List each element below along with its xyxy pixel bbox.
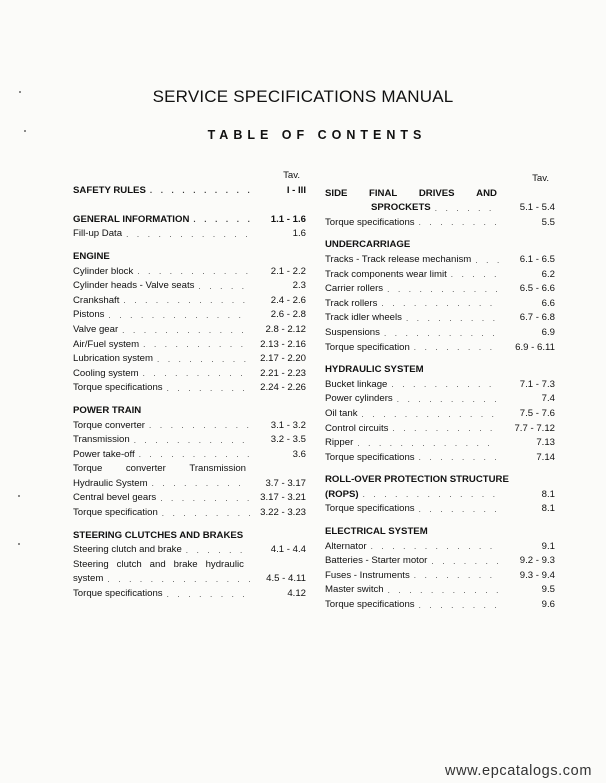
section-general-information[interactable] <box>73 213 306 228</box>
entry-label: Central bevel gears <box>73 492 157 504</box>
toc-entry[interactable] <box>73 491 306 506</box>
entry-label: Torque specification <box>73 507 158 519</box>
entry-page: 3.22 - 3.23 <box>260 507 306 519</box>
entry-word: Torque <box>73 463 103 475</box>
entry-page: 5.5 <box>541 216 555 228</box>
entry-page: 3.2 - 3.5 <box>270 434 306 446</box>
entry-page: 9.3 - 9.4 <box>519 569 555 581</box>
entry-page: 2.4 - 2.6 <box>270 294 306 306</box>
entry-page: 9.2 - 9.3 <box>519 555 555 567</box>
section-heading: POWER TRAIN <box>73 404 142 416</box>
entry-page: 7.14 <box>536 451 555 463</box>
entry-page: 7.4 <box>541 393 555 405</box>
entry-page: 3.1 - 3.2 <box>270 419 306 431</box>
entry-label: Batteries - Starter motor <box>325 555 428 567</box>
toc-entry-multiline[interactable] <box>73 462 306 477</box>
entry-label: Steering clutch and brake <box>73 544 182 556</box>
toc-entry[interactable] <box>325 378 555 393</box>
toc-entry[interactable] <box>325 598 555 613</box>
entry-label: Pistons <box>73 309 105 321</box>
entry-page: 6.5 - 6.6 <box>519 283 555 295</box>
section-rops: ROLL-OVER PROTECTION STRUCTURE <box>325 474 509 486</box>
entry-label: Suspensions <box>325 326 380 338</box>
entry-label: SAFETY RULES <box>73 184 146 196</box>
entry-page: 1.6 <box>292 228 306 240</box>
toc-entry[interactable] <box>325 216 555 231</box>
entry-word: Transmission <box>189 463 246 475</box>
section-heading: SPROCKETS <box>371 202 431 214</box>
section-steering-clutches-brakes <box>73 529 306 544</box>
scan-speck <box>18 495 20 497</box>
toc-entry[interactable] <box>325 392 555 407</box>
section-hydraulic-system <box>325 363 555 378</box>
toc-entry[interactable] <box>325 569 555 584</box>
entry-label: Power cylinders <box>325 393 393 405</box>
toc-entry[interactable] <box>325 201 555 216</box>
entry-page: 6.2 <box>541 268 555 280</box>
page-title: SERVICE SPECIFICATIONS MANUAL <box>152 87 454 106</box>
entry-label: Torque specifications <box>325 599 415 611</box>
section-engine <box>73 250 306 265</box>
scan-speck <box>18 543 20 545</box>
section-side-final-drives[interactable] <box>325 187 555 202</box>
entry-label: Oil tank <box>325 407 358 419</box>
toc-heading: TABLE OF CONTENTS <box>207 128 427 142</box>
section-undercarriage <box>325 238 555 253</box>
toc-entry[interactable] <box>73 294 306 309</box>
toc-entry[interactable] <box>73 265 306 280</box>
tav-header: Tav. <box>532 173 549 184</box>
entry-label: Torque specifications <box>73 382 163 394</box>
toc-entry[interactable] <box>325 341 555 356</box>
section-heading: ELECTRICAL SYSTEM <box>325 526 428 538</box>
toc-entry[interactable] <box>73 506 306 521</box>
entry-label: Torque specification <box>325 341 410 353</box>
entry-page: 2.3 <box>292 280 306 292</box>
entry-page: 2.21 - 2.23 <box>260 367 306 379</box>
toc-entry[interactable] <box>73 367 306 382</box>
toc-entry[interactable] <box>325 583 555 598</box>
entry-page: 8.1 <box>541 488 555 500</box>
entry-label: Ripper <box>325 437 354 449</box>
entry-page: 9.6 <box>541 599 555 611</box>
section-heading: UNDERCARRIAGE <box>325 239 411 251</box>
toc-entry[interactable] <box>73 323 306 338</box>
entry-label: Crankshaft <box>73 294 120 306</box>
heading-word: FINAL <box>369 187 398 199</box>
entry-page: 3.7 - 3.17 <box>265 477 306 489</box>
entry-page: 6.9 - 6.11 <box>515 341 555 353</box>
entry-label: Track rollers <box>325 297 378 309</box>
toc-entry[interactable] <box>325 282 555 297</box>
entry-label: Carrier rollers <box>325 283 384 295</box>
scan-speck <box>19 91 21 93</box>
toc-entry[interactable] <box>325 451 555 466</box>
entry-label: system <box>73 573 104 585</box>
entry-label: Torque specifications <box>325 503 415 515</box>
toc-entry[interactable] <box>325 253 555 268</box>
entry-page: 4.5 - 4.11 <box>266 573 306 585</box>
entry-page: 6.6 <box>541 297 555 309</box>
entry-word: converter <box>125 463 166 475</box>
heading-word: SIDE <box>325 187 348 199</box>
toc-left-column <box>73 169 306 602</box>
entry-page: 2.17 - 2.20 <box>260 353 306 365</box>
entry-label: Track components wear limit <box>325 268 447 280</box>
entry-page: 2.6 - 2.8 <box>270 309 306 321</box>
entry-label: Cylinder heads - Valve seats <box>73 280 195 292</box>
entry-page: 9.5 <box>541 584 555 596</box>
entry-page: 5.1 - 5.4 <box>519 202 555 214</box>
entry-page: 7.13 <box>536 437 555 449</box>
section-heading: (ROPS) <box>325 488 359 500</box>
toc-entry[interactable] <box>325 422 555 437</box>
entry-label: Power take-off <box>73 448 135 460</box>
scan-speck <box>24 130 26 132</box>
toc-entry[interactable] <box>73 419 306 434</box>
toc-entry[interactable] <box>73 338 306 353</box>
toc-entry[interactable] <box>325 407 555 422</box>
section-electrical-system <box>325 525 555 540</box>
entry-label: Lubrication system <box>73 353 153 365</box>
watermark: www.epcatalogs.com <box>445 763 592 779</box>
entry-label: Alternator <box>325 540 367 552</box>
entry-word: clutch <box>116 558 142 570</box>
entry-label: Hydraulic System <box>73 477 148 489</box>
toc-entry[interactable] <box>73 352 306 367</box>
heading-word: AND <box>476 187 497 199</box>
entry-label: Track idler wheels <box>325 312 402 324</box>
toc-entry[interactable] <box>73 587 306 602</box>
toc-entry[interactable] <box>325 326 555 341</box>
toc-entry[interactable] <box>325 540 555 555</box>
entry-page: 6.9 <box>541 326 555 338</box>
entry-label: Fill-up Data <box>73 228 123 240</box>
entry-label: Control circuits <box>325 422 389 434</box>
toc-entry[interactable] <box>73 279 306 294</box>
toc-entry[interactable] <box>73 572 306 587</box>
section-heading: STEERING CLUTCHES AND BRAKES <box>73 529 244 541</box>
entry-page: 7.1 - 7.3 <box>519 378 555 390</box>
entry-label: Air/Fuel system <box>73 338 140 350</box>
entry-page: 4.1 - 4.4 <box>270 544 306 556</box>
toc-entry[interactable] <box>73 477 306 492</box>
entry-label: Transmission <box>73 434 130 446</box>
toc-entry[interactable] <box>73 543 306 558</box>
toc-entry-multiline[interactable] <box>73 558 306 573</box>
entry-page: 3.17 - 3.21 <box>260 492 306 504</box>
entry-label: Fuses - Instruments <box>325 569 410 581</box>
toc-entry-safety-rules[interactable] <box>73 184 306 199</box>
toc-entry[interactable] <box>73 448 306 463</box>
toc-entry[interactable] <box>325 554 555 569</box>
entry-label: Master switch <box>325 584 384 596</box>
entry-page: 9.1 <box>541 540 555 552</box>
toc-entry[interactable] <box>325 502 555 517</box>
heading-word: DRIVES <box>418 187 455 199</box>
entry-word: and <box>149 558 166 570</box>
entry-page: I - III <box>286 184 306 196</box>
entry-page: 2.24 - 2.26 <box>260 382 306 394</box>
entry-page: 7.7 - 7.12 <box>514 422 555 434</box>
entry-label: Torque specifications <box>325 451 415 463</box>
entry-page: 3.6 <box>292 448 306 460</box>
toc-entry[interactable] <box>325 268 555 283</box>
toc-entry[interactable] <box>325 297 555 312</box>
entry-word: brake <box>173 558 198 570</box>
entry-page: 7.5 - 7.6 <box>519 407 555 419</box>
toc-entry[interactable] <box>73 308 306 323</box>
section-heading: HYDRAULIC SYSTEM <box>325 364 424 376</box>
toc-entry[interactable] <box>325 436 555 451</box>
entry-label: Torque specifications <box>325 216 415 228</box>
entry-page: 2.13 - 2.16 <box>260 338 306 350</box>
entry-page: 6.1 - 6.5 <box>519 253 555 265</box>
section-heading: ENGINE <box>73 250 110 262</box>
entry-label: Bucket linkage <box>325 378 388 390</box>
entry-label: Tracks - Track release mechanism <box>325 253 472 265</box>
toc-entry[interactable] <box>325 488 555 503</box>
section-heading: GENERAL INFORMATION <box>73 213 190 225</box>
toc-entry[interactable] <box>73 381 306 396</box>
entry-page: 4.12 <box>287 588 306 600</box>
section-power-train <box>73 404 306 419</box>
entry-page: 2.8 - 2.12 <box>265 323 306 335</box>
tav-header: Tav. <box>283 170 300 181</box>
entry-label: Cylinder block <box>73 265 134 277</box>
entry-word: hydraulic <box>205 558 244 570</box>
toc-entry[interactable] <box>73 433 306 448</box>
entry-page: 6.7 - 6.8 <box>519 312 555 324</box>
entry-word: Steering <box>73 558 109 570</box>
entry-page: 8.1 <box>541 503 555 515</box>
entry-label: Torque converter <box>73 419 145 431</box>
entry-label: Torque specifications <box>73 588 163 600</box>
entry-label: Valve gear <box>73 323 119 335</box>
toc-entry[interactable] <box>325 311 555 326</box>
toc-entry[interactable] <box>73 227 306 242</box>
entry-page: 1.1 - 1.6 <box>270 213 306 225</box>
toc-right-column <box>325 172 555 613</box>
entry-label: Cooling system <box>73 367 139 379</box>
entry-page: 2.1 - 2.2 <box>270 265 306 277</box>
